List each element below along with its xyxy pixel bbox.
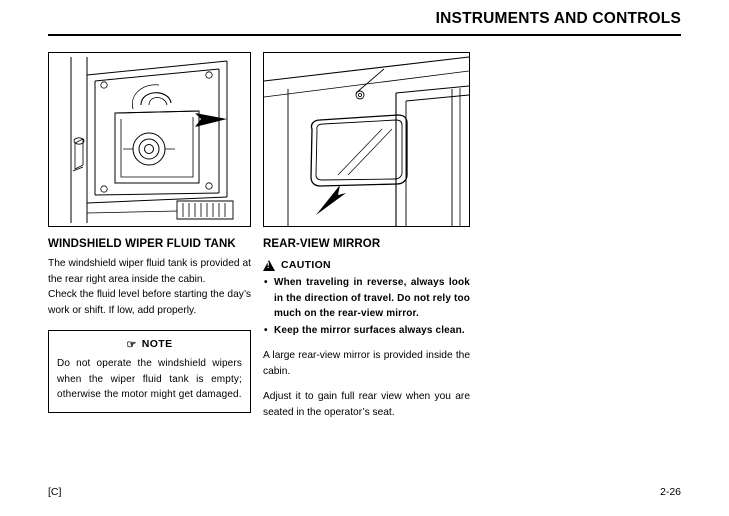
left-paragraph-2 <box>48 287 251 318</box>
right-paragraph-2 <box>263 389 470 420</box>
footer-page-number: 2-26 <box>659 486 681 498</box>
right-paragraph-1 <box>263 348 470 379</box>
left-paragraph-1-text: The windshield wiper fluid tank is provided at the rear right area inside the cabin. <box>48 258 251 285</box>
footer-left-code: [C] <box>48 486 62 498</box>
left-paragraph-2-text: Check the fluid level before starting the day’s work or shift. If low, add properly. <box>48 289 251 316</box>
right-paragraph-1-text: A large rear-view mirror is provided inside the cabin. <box>263 350 470 377</box>
right-paragraph-2-text: Adjust it to gain full rear view when you are seated in the operator’s seat. <box>263 391 470 418</box>
note-heading <box>57 338 242 351</box>
pointing-hand-icon: ☞ <box>126 339 137 351</box>
caution-list-item: • When traveling in reverse, always look in the direction of travel. Do not rely too much on the rear-view mirror. <box>274 275 470 322</box>
left-section-title: WINDSHIELD WIPER FLUID TANK <box>48 238 236 250</box>
right-section-title: REAR-VIEW MIRROR <box>263 238 381 250</box>
rear-view-mirror-illustration <box>263 52 470 227</box>
note-box <box>48 330 251 413</box>
note-label: NOTE <box>141 338 173 350</box>
windshield-washer-tank-illustration <box>48 52 251 227</box>
left-column <box>48 52 251 413</box>
caution-label: CAUTION <box>281 259 331 271</box>
left-paragraph-1 <box>48 256 251 287</box>
caution-heading <box>263 259 470 271</box>
caution-list-item: • Keep the mirror surfaces always clean. <box>274 323 470 339</box>
note-text: Do not operate the windshield wipers when the wiper fluid tank is empty; otherwise the motor might get damaged. <box>57 358 242 400</box>
page-header-title: INSTRUMENTS AND CONTROLS <box>435 10 681 27</box>
caution-list <box>263 275 470 338</box>
warning-triangle-icon <box>263 260 275 271</box>
header-divider <box>48 34 681 36</box>
right-column <box>263 52 470 431</box>
